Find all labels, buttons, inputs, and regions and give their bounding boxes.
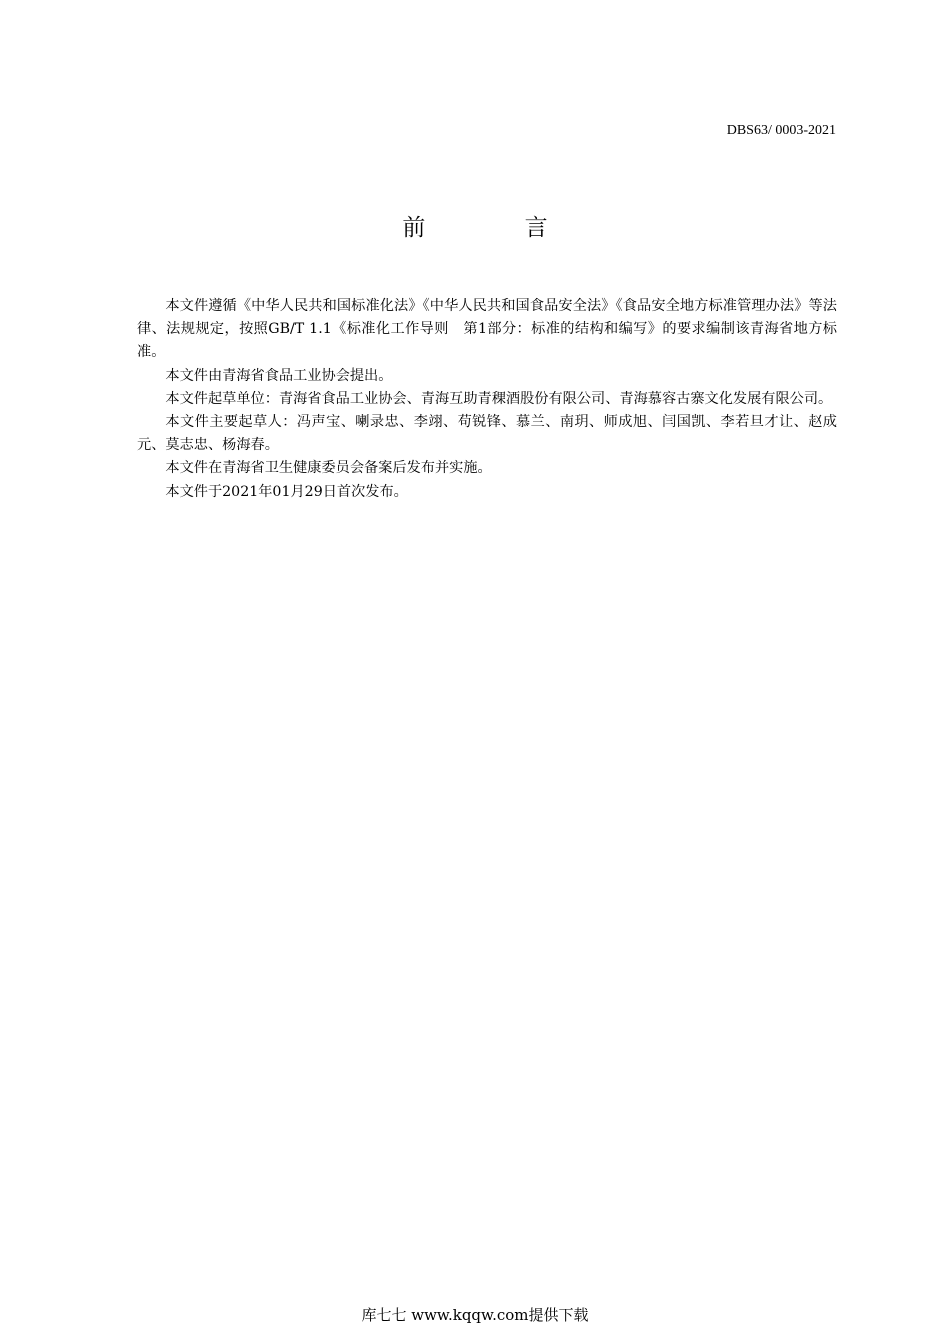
paragraph-filing: 本文件在青海省卫生健康委员会备案后发布并实施。 bbox=[165, 460, 492, 477]
foreword-body bbox=[137, 295, 837, 504]
paragraph-legal-basis: 本文件遵循《中华人民共和国标准化法》《中华人民共和国食品安全法》《食品安全地方标准管理办法》等法律、法规规定，按照GB/T 1.1《标准化工作导则 第1部分：标准的结构和编写》的要求编制该青海省地方标准。 bbox=[137, 298, 837, 361]
paragraph-proposer: 本文件由青海省食品工业协会提出。 bbox=[165, 367, 393, 384]
paragraph-release-date: 本文件于2021年01月29日首次发布。 bbox=[165, 483, 408, 500]
footer-watermark: 库七七 www.kqqw.com提供下载 bbox=[361, 1306, 589, 1324]
page-title: 前 言 bbox=[402, 215, 594, 241]
document-code: DBS63/ 0003-2021 bbox=[726, 123, 836, 138]
paragraph-drafting-units: 本文件起草单位：青海省食品工业协会、青海互助青稞酒股份有限公司、青海慕容古寨文化发展有限公司。 bbox=[165, 390, 833, 407]
paragraph-drafters: 本文件主要起草人：冯声宝、喇录忠、李翊、苟锐锋、慕兰、南玥、师成旭、闫国凯、李若旦才让、赵成元、莫志忠、杨海春。 bbox=[137, 414, 837, 454]
